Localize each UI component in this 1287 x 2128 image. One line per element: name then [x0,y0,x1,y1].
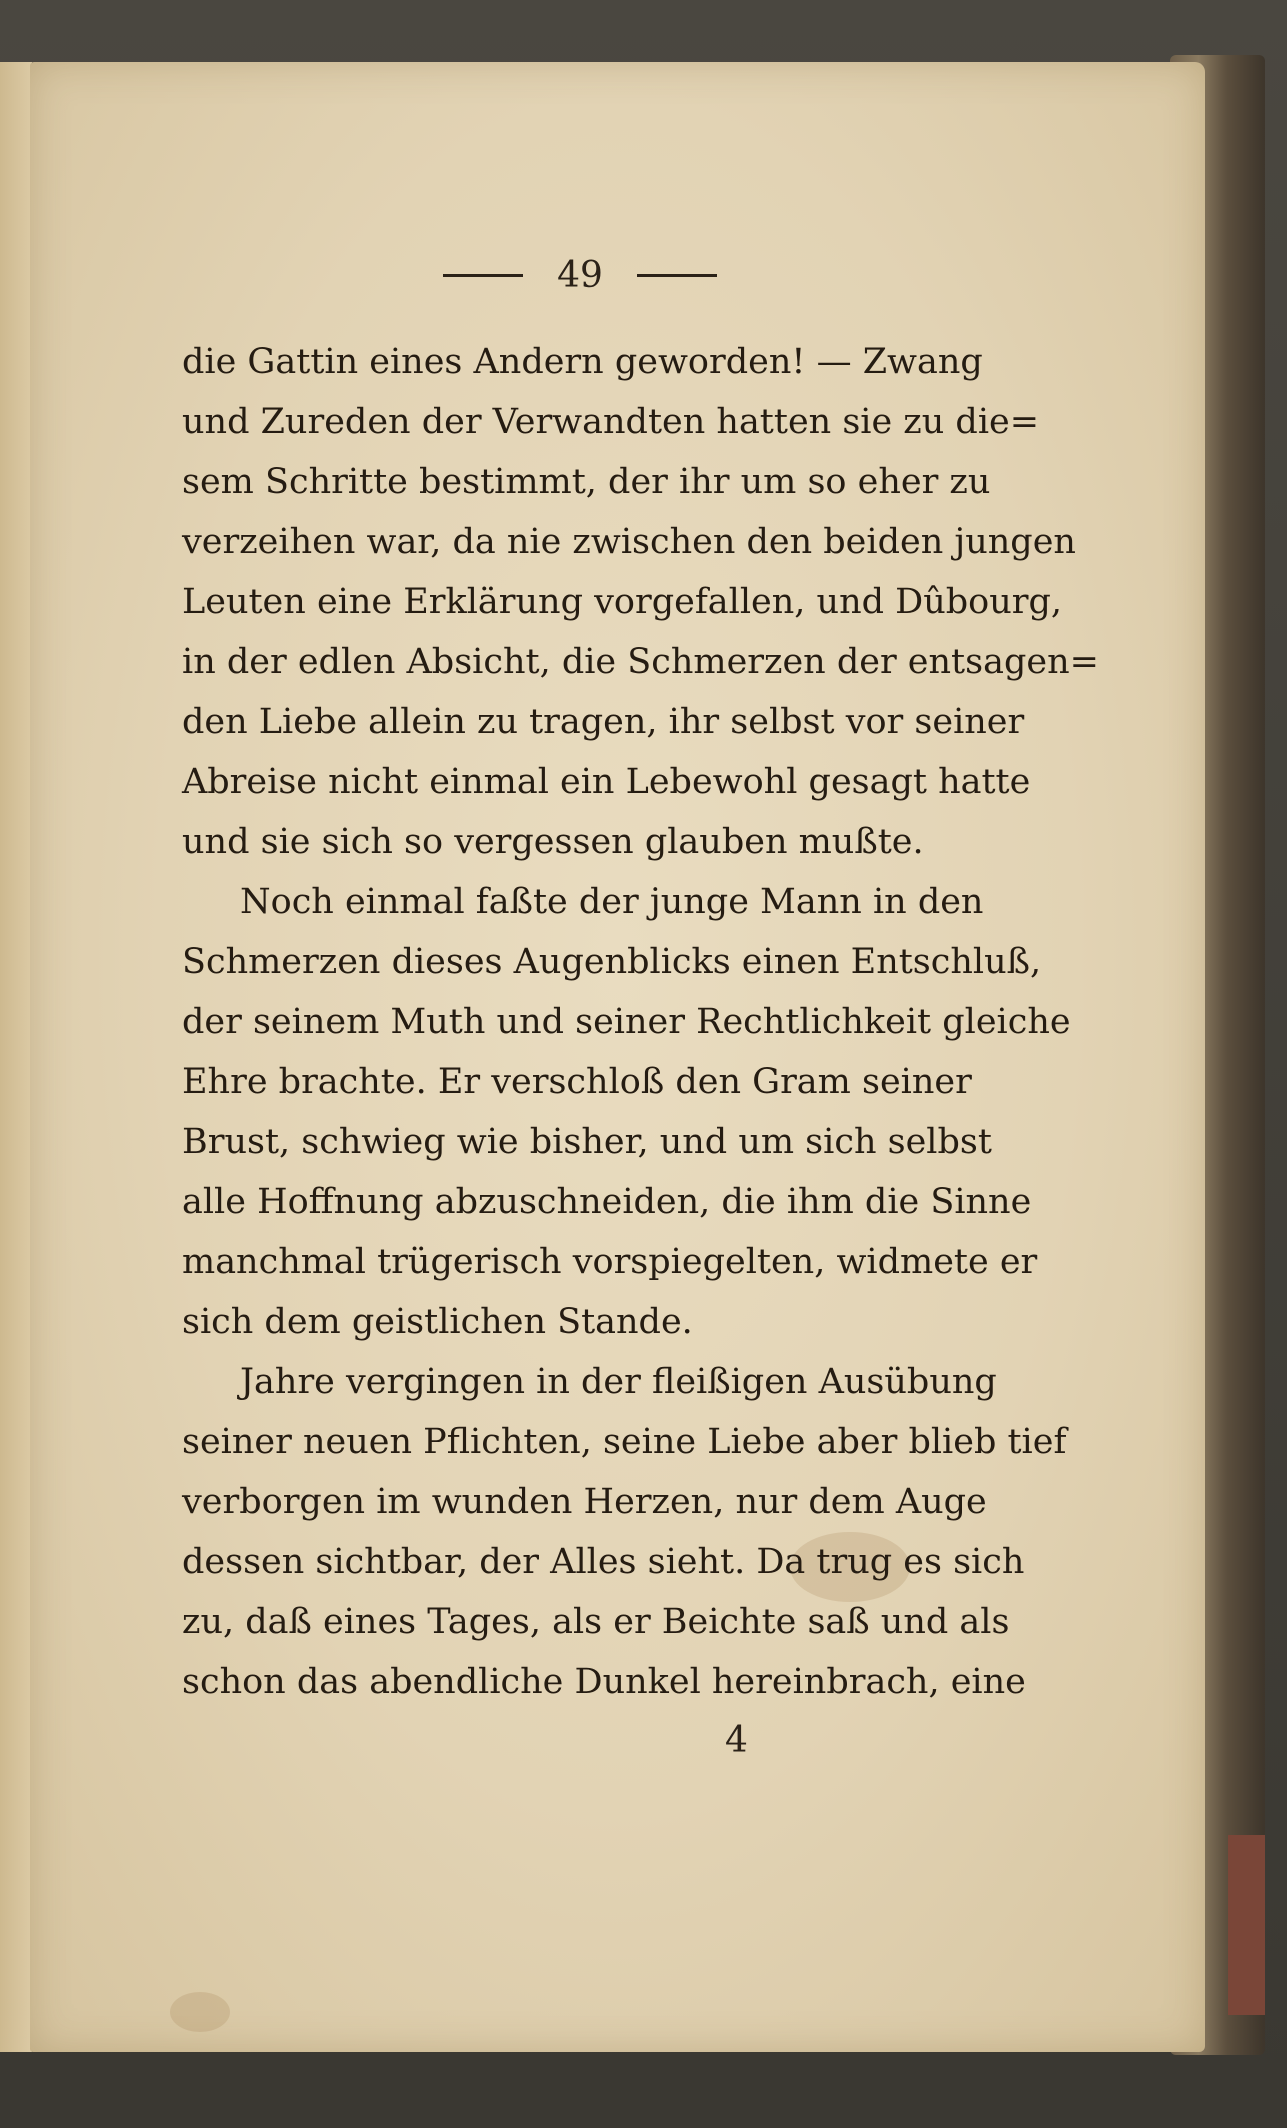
text-line: sich dem geistlichen Stande. [182,1302,693,1342]
text-line: Noch einmal faßte der junge Mann in den [240,882,984,922]
text-line: die Gattin eines Andern geworden! — Zwang [182,342,983,382]
header-rule-right [637,274,717,277]
text-line: verzeihen war, da nie zwischen den beiden jungen [182,522,1076,562]
body-text [182,332,1099,1712]
signature-mark: 4 [725,1720,748,1761]
text-line: verborgen im wunden Herzen, nur dem Auge [182,1482,987,1522]
page-number: 49 [557,254,603,296]
text-line: Brust, schwieg wie bisher, und um sich selbst [182,1122,992,1162]
text-line: Abreise nicht einmal ein Lebewohl gesagt hatte [182,762,1031,802]
text-line: sem Schritte bestimmt, der ihr um so eher zu [182,462,991,502]
text-line: Jahre vergingen in der fleißigen Ausübung [240,1362,997,1402]
paragraph-2 [182,872,1071,1352]
text-line: und Zureden der Verwandten hatten sie zu die= [182,402,1040,442]
text-line: Schmerzen dieses Augenblicks einen Entschluß, [182,942,1042,982]
text-line: schon das abendliche Dunkel hereinbrach, eine [182,1662,1026,1702]
paper-stain [170,1992,230,2032]
text-line: und sie sich so vergessen glauben mußte. [182,822,924,862]
paragraph-3 [182,1352,1067,1712]
text-line: der seinem Muth und seiner Rechtlichkeit gleiche [182,1002,1071,1042]
text-line: den Liebe allein zu tragen, ihr selbst vor seiner [182,702,1025,742]
text-line: Ehre brachte. Er verschloß den Gram seiner [182,1062,972,1102]
text-line: dessen sichtbar, der Alles sieht. Da trug es sich [182,1542,1025,1582]
text-line: in der edlen Absicht, die Schmerzen der entsagen= [182,642,1099,682]
text-line: manchmal trügerisch vorspiegelten, widmete er [182,1242,1038,1282]
text-line: Leuten eine Erklärung vorgefallen, und Dûbourg, [182,582,1063,622]
text-line: zu, daß eines Tages, als er Beichte saß und als [182,1602,1010,1642]
text-line: seiner neuen Pflichten, seine Liebe aber blieb tief [182,1422,1067,1462]
header-rule-left [443,274,523,277]
adjacent-page-edge [0,62,32,2052]
text-line: alle Hoffnung abzuschneiden, die ihm die Sinne [182,1182,1032,1222]
paragraph-1 [182,332,1099,872]
page-header [420,250,740,300]
